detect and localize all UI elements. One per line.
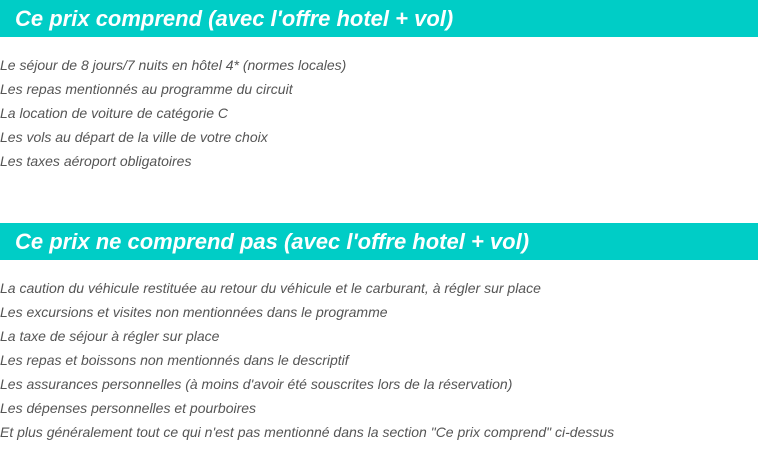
list-item: Les taxes aéroport obligatoires <box>0 153 192 169</box>
list-item: Les repas et boissons non mentionnés dans le descriptif <box>0 352 349 368</box>
list-item: Les excursions et visites non mentionnées dans le programme <box>0 304 388 320</box>
price-excludes-heading: Ce prix ne comprend pas (avec l'offre hotel + vol) <box>0 223 758 260</box>
price-includes-section <box>0 0 758 173</box>
list-item: Et plus généralement tout ce qui n'est pas mentionné dans la section "Ce prix comprend" ci-dessus <box>0 424 615 440</box>
price-includes-list <box>0 53 758 173</box>
price-excludes-section <box>0 223 758 444</box>
list-item: Le séjour de 8 jours/7 nuits en hôtel 4* (normes locales) <box>0 57 347 73</box>
list-item: La taxe de séjour à régler sur place <box>0 328 220 344</box>
list-item: Les dépenses personnelles et pourboires <box>0 400 257 416</box>
list-item: La location de voiture de catégorie C <box>0 105 229 121</box>
list-item: Les vols au départ de la ville de votre choix <box>0 129 268 145</box>
list-item: Les assurances personnelles (à moins d'avoir été souscrites lors de la réservation) <box>0 376 513 392</box>
price-excludes-list <box>0 276 758 444</box>
price-includes-heading: Ce prix comprend (avec l'offre hotel + vol) <box>0 0 758 37</box>
list-item: Les repas mentionnés au programme du circuit <box>0 81 293 97</box>
list-item: La caution du véhicule restituée au retour du véhicule et le carburant, à régler sur place <box>0 280 541 296</box>
